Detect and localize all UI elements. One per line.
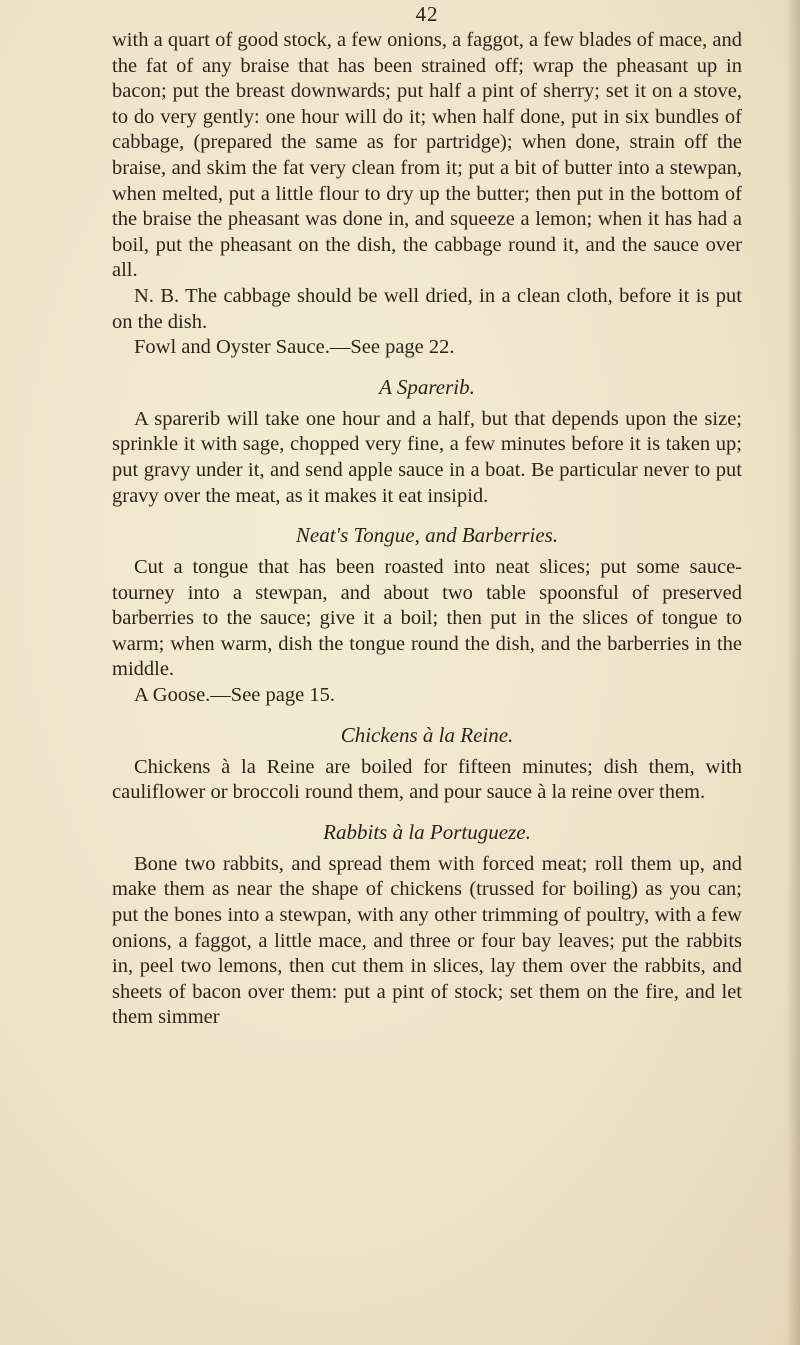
paragraph-rabbits-portugueze: Bone two rabbits, and spread them with forced meat; roll them up, and make them as near the shape of chickens (trussed for boiling) as you can; put the bones into a stewpan, with any other trimming of poultry, with a few onions, a faggot, a little mace, and three or four bay leaves; put the rabbits in, peel two lemons, then cut them in slices, lay them over the rabbits, and sheets of bacon over them: put a pint of stock; set them on the fire, and let them simmer (112, 852, 742, 1029)
paragraph-nb-cabbage: N. B. The cabbage should be well dried, in a clean cloth, before it is put on the dish. (112, 284, 742, 333)
heading-rabbits-portugueze: Rabbits à la Portugueze. (323, 819, 531, 844)
page-text (112, 28, 742, 1031)
page-number: 42 (415, 2, 439, 26)
heading-sparerib: A Sparerib. (379, 374, 475, 399)
heading-neats-tongue: Neat's Tongue, and Barberries. (295, 523, 559, 548)
paragraph-goose-reference: A Goose.—See page 15. (134, 684, 335, 707)
paragraph-chickens-reine: Chickens à la Reine are boiled for fifteen minutes; dish them, with cauliflower or broccoli round them, and pour sauce à la reine over them. (112, 755, 742, 804)
page-edge-shadow (786, 0, 800, 1345)
paragraph-fowl-oyster-reference: Fowl and Oyster Sauce.—See page 22. (134, 336, 455, 359)
paragraph-neats-tongue: Cut a tongue that has been roasted into neat slices; put some sauce-tourney into a stewpan, and about two table spoonsful of preserved barberries to the sauce; give it a boil; then put in the slices of tongue to warm; when warm, dish the tongue round the dish, and the barberries in the middle. (112, 556, 742, 681)
heading-chickens-reine: Chickens à la Reine. (340, 722, 514, 747)
paragraph-sparerib: A sparerib will take one hour and a half, but that depends upon the size; sprinkle it with sage, chopped very fine, a few minutes before it is taken up; put gravy under it, and send apple sauce in a boat. Be particular never to put gravy over the meat, as it makes it eat insipid. (112, 407, 742, 507)
paragraph-pheasant-continued: with a quart of good stock, a few onions, a faggot, a few blades of mace, and the fat of any braise that has been strained off; wrap the pheasant up in bacon; put the breast downwards; put half a pint of sherry; set it on a stove, to do very gently: one hour will do it; when half done, put in six bundles of cabbage, (prepared the same as for partridge); when done, strain off the braise, and skim the fat very clean from it; put a bit of butter into a stewpan, when melted, put a little flour to dry up the butter; then put in the bottom of the braise the pheasant was done in, and squeeze a lemon; when it has had a boil, put the pheasant on the dish, the cabbage round it, and the sauce over all. (112, 29, 742, 282)
